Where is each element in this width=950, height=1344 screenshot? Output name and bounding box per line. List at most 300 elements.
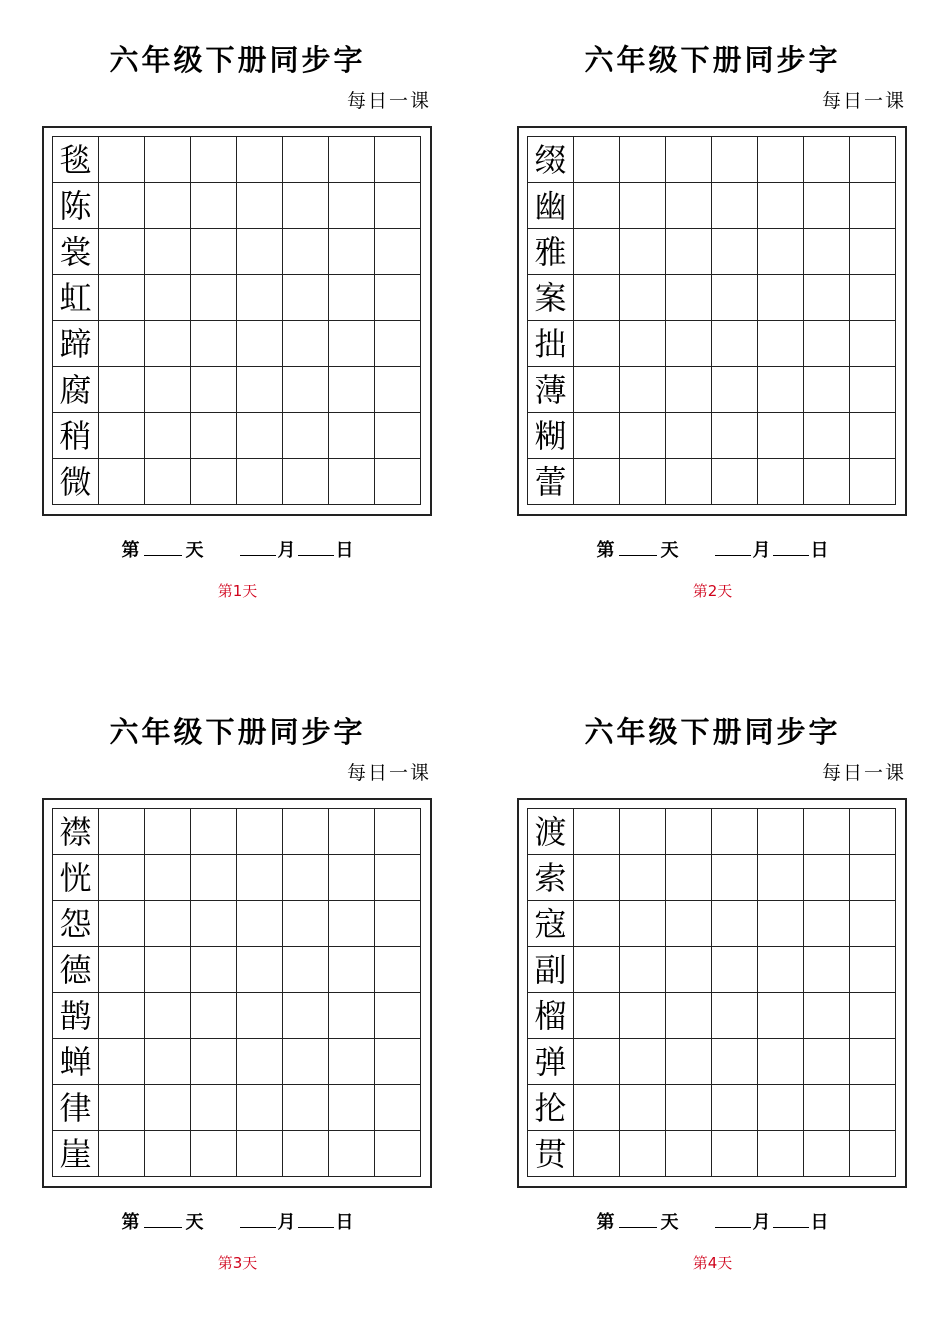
date-line: [0, 536, 475, 562]
practice-cell[interactable]: [145, 137, 191, 183]
model-character: 裳: [53, 229, 99, 275]
practice-cell[interactable]: [574, 275, 620, 321]
practice-cell[interactable]: [712, 1085, 758, 1131]
practice-cell[interactable]: [666, 183, 712, 229]
practice-cell[interactable]: [99, 183, 145, 229]
practice-cell[interactable]: [850, 809, 896, 855]
date-line: [0, 1208, 475, 1234]
practice-cell[interactable]: [758, 413, 804, 459]
practice-cell[interactable]: [329, 1131, 375, 1177]
date-ri-label: 日: [335, 540, 354, 561]
day-label: 第3天: [217, 1254, 258, 1272]
practice-panel-3: [0, 672, 475, 1344]
practice-cell[interactable]: [99, 1131, 145, 1177]
practice-cell[interactable]: [620, 367, 666, 413]
practice-cell[interactable]: [145, 459, 191, 505]
date-yue-label: 月: [277, 1212, 296, 1233]
practice-cell[interactable]: [850, 367, 896, 413]
practice-cell[interactable]: [620, 901, 666, 947]
date-di-label: 第: [596, 1212, 615, 1233]
practice-cell[interactable]: [620, 993, 666, 1039]
practice-cell[interactable]: [574, 367, 620, 413]
practice-cell[interactable]: [758, 275, 804, 321]
practice-cell[interactable]: [758, 321, 804, 367]
practice-cell[interactable]: [666, 413, 712, 459]
practice-cell[interactable]: [145, 229, 191, 275]
day-label: 第1天: [217, 582, 258, 600]
model-character: 襟: [53, 809, 99, 855]
day-blank[interactable]: [298, 1211, 334, 1228]
practice-cell[interactable]: [804, 1085, 850, 1131]
model-character: 贯: [528, 1131, 574, 1177]
practice-cell[interactable]: [758, 137, 804, 183]
practice-cell[interactable]: [99, 367, 145, 413]
practice-cell[interactable]: [145, 275, 191, 321]
model-character: 鹊: [53, 993, 99, 1039]
date-tian-label: 天: [660, 540, 679, 561]
practice-cell[interactable]: [99, 137, 145, 183]
day-number-blank[interactable]: [144, 1211, 182, 1228]
day-label: 第2天: [692, 582, 733, 600]
practice-cell[interactable]: [758, 947, 804, 993]
practice-cell[interactable]: [666, 993, 712, 1039]
model-character: 榴: [528, 993, 574, 1039]
practice-cell[interactable]: [375, 367, 421, 413]
practice-cell[interactable]: [758, 901, 804, 947]
practice-cell[interactable]: [666, 901, 712, 947]
practice-grid: [527, 808, 896, 1177]
practice-cell[interactable]: [712, 413, 758, 459]
practice-cell[interactable]: [145, 855, 191, 901]
date-tian-label: 天: [660, 1212, 679, 1233]
practice-cell[interactable]: [191, 183, 237, 229]
practice-cell[interactable]: [145, 1131, 191, 1177]
practice-cell[interactable]: [99, 1085, 145, 1131]
date-line: [475, 1208, 950, 1234]
practice-cell[interactable]: [574, 137, 620, 183]
practice-cell[interactable]: [329, 229, 375, 275]
practice-cell[interactable]: [283, 321, 329, 367]
day-number-blank[interactable]: [144, 539, 182, 556]
worksheet-subtitle: 每日一课: [346, 90, 431, 112]
practice-cell[interactable]: [804, 901, 850, 947]
practice-cell[interactable]: [145, 413, 191, 459]
model-character: 德: [53, 947, 99, 993]
model-character: 案: [528, 275, 574, 321]
practice-cell[interactable]: [375, 993, 421, 1039]
practice-cell[interactable]: [237, 809, 283, 855]
practice-cell[interactable]: [99, 229, 145, 275]
practice-cell[interactable]: [758, 809, 804, 855]
practice-cell[interactable]: [237, 459, 283, 505]
practice-cell[interactable]: [237, 183, 283, 229]
practice-cell[interactable]: [758, 1085, 804, 1131]
practice-grid-frame: [517, 126, 907, 516]
practice-cell[interactable]: [620, 137, 666, 183]
date-ri-label: 日: [810, 540, 829, 561]
practice-cell[interactable]: [850, 459, 896, 505]
practice-cell[interactable]: [283, 137, 329, 183]
model-character: 微: [53, 459, 99, 505]
practice-cell[interactable]: [375, 275, 421, 321]
practice-cell[interactable]: [758, 855, 804, 901]
practice-cell[interactable]: [191, 275, 237, 321]
practice-cell[interactable]: [191, 413, 237, 459]
practice-cell[interactable]: [850, 1131, 896, 1177]
day-blank[interactable]: [773, 1211, 809, 1228]
practice-cell[interactable]: [329, 1085, 375, 1131]
practice-cell[interactable]: [620, 809, 666, 855]
practice-cell[interactable]: [191, 947, 237, 993]
date-di-label: 第: [121, 540, 140, 561]
practice-cell[interactable]: [712, 993, 758, 1039]
practice-cell[interactable]: [99, 413, 145, 459]
practice-cell[interactable]: [804, 459, 850, 505]
practice-cell[interactable]: [283, 809, 329, 855]
practice-cell[interactable]: [758, 183, 804, 229]
practice-cell[interactable]: [574, 413, 620, 459]
model-character: 拙: [528, 321, 574, 367]
practice-cell[interactable]: [850, 1039, 896, 1085]
date-tian-label: 天: [185, 1212, 204, 1233]
practice-cell[interactable]: [237, 367, 283, 413]
practice-cell[interactable]: [850, 1085, 896, 1131]
practice-cell[interactable]: [191, 993, 237, 1039]
practice-cell[interactable]: [237, 229, 283, 275]
practice-cell[interactable]: [283, 1039, 329, 1085]
practice-cell[interactable]: [758, 367, 804, 413]
model-character: 稍: [53, 413, 99, 459]
practice-cell[interactable]: [329, 413, 375, 459]
practice-cell[interactable]: [666, 137, 712, 183]
practice-cell[interactable]: [804, 275, 850, 321]
practice-cell[interactable]: [237, 855, 283, 901]
practice-cell[interactable]: [329, 275, 375, 321]
model-character: 蕾: [528, 459, 574, 505]
practice-cell[interactable]: [237, 993, 283, 1039]
practice-cell[interactable]: [666, 1039, 712, 1085]
day-blank[interactable]: [773, 539, 809, 556]
practice-cell[interactable]: [375, 137, 421, 183]
model-character: 抡: [528, 1085, 574, 1131]
practice-cell[interactable]: [712, 809, 758, 855]
practice-cell[interactable]: [712, 947, 758, 993]
practice-cell[interactable]: [283, 901, 329, 947]
practice-cell[interactable]: [237, 137, 283, 183]
practice-cell[interactable]: [758, 1131, 804, 1177]
model-character: 寇: [528, 901, 574, 947]
practice-cell[interactable]: [237, 1085, 283, 1131]
practice-cell[interactable]: [237, 1131, 283, 1177]
practice-cell[interactable]: [850, 229, 896, 275]
practice-cell[interactable]: [666, 275, 712, 321]
practice-cell[interactable]: [283, 459, 329, 505]
practice-cell[interactable]: [666, 947, 712, 993]
practice-cell[interactable]: [850, 855, 896, 901]
practice-cell[interactable]: [712, 137, 758, 183]
practice-cell[interactable]: [375, 321, 421, 367]
practice-cell[interactable]: [329, 855, 375, 901]
practice-cell[interactable]: [375, 459, 421, 505]
model-character: 幽: [528, 183, 574, 229]
practice-cell[interactable]: [574, 809, 620, 855]
practice-cell[interactable]: [850, 183, 896, 229]
practice-cell[interactable]: [375, 901, 421, 947]
practice-grid: [52, 808, 421, 1177]
practice-cell[interactable]: [375, 947, 421, 993]
practice-cell[interactable]: [804, 993, 850, 1039]
practice-cell[interactable]: [620, 413, 666, 459]
practice-cell[interactable]: [804, 413, 850, 459]
practice-cell[interactable]: [850, 901, 896, 947]
practice-cell[interactable]: [574, 1131, 620, 1177]
practice-cell[interactable]: [145, 809, 191, 855]
practice-cell[interactable]: [804, 137, 850, 183]
worksheet-subtitle: 每日一课: [821, 90, 906, 112]
practice-cell[interactable]: [666, 367, 712, 413]
practice-cell[interactable]: [804, 1039, 850, 1085]
practice-cell[interactable]: [191, 137, 237, 183]
practice-cell[interactable]: [574, 901, 620, 947]
date-di-label: 第: [596, 540, 615, 561]
practice-cell[interactable]: [375, 809, 421, 855]
date-tian-label: 天: [185, 540, 204, 561]
date-ri-label: 日: [810, 1212, 829, 1233]
practice-grid: [527, 136, 896, 505]
practice-cell[interactable]: [329, 137, 375, 183]
practice-cell[interactable]: [99, 809, 145, 855]
practice-cell[interactable]: [283, 413, 329, 459]
practice-cell[interactable]: [375, 229, 421, 275]
model-character: 糊: [528, 413, 574, 459]
practice-cell[interactable]: [283, 993, 329, 1039]
model-character: 虹: [53, 275, 99, 321]
model-character: 蹄: [53, 321, 99, 367]
practice-panel-1: [0, 0, 475, 672]
practice-cell[interactable]: [99, 321, 145, 367]
practice-cell[interactable]: [712, 1131, 758, 1177]
practice-cell[interactable]: [620, 1085, 666, 1131]
practice-cell[interactable]: [620, 229, 666, 275]
practice-cell[interactable]: [283, 229, 329, 275]
date-yue-label: 月: [752, 1212, 771, 1233]
practice-cell[interactable]: [850, 137, 896, 183]
practice-cell[interactable]: [850, 413, 896, 459]
practice-cell[interactable]: [375, 413, 421, 459]
practice-cell[interactable]: [620, 1039, 666, 1085]
practice-cell[interactable]: [283, 1131, 329, 1177]
practice-cell[interactable]: [191, 367, 237, 413]
practice-cell[interactable]: [666, 809, 712, 855]
practice-cell[interactable]: [666, 1131, 712, 1177]
practice-cell[interactable]: [145, 901, 191, 947]
practice-cell[interactable]: [329, 459, 375, 505]
practice-cell[interactable]: [712, 901, 758, 947]
practice-cell[interactable]: [329, 809, 375, 855]
practice-cell[interactable]: [191, 901, 237, 947]
model-character: 律: [53, 1085, 99, 1131]
practice-cell[interactable]: [850, 275, 896, 321]
practice-grid-frame: [517, 798, 907, 1188]
practice-cell[interactable]: [237, 947, 283, 993]
practice-cell[interactable]: [850, 947, 896, 993]
practice-cell[interactable]: [712, 459, 758, 505]
practice-cell[interactable]: [329, 901, 375, 947]
practice-cell[interactable]: [191, 1131, 237, 1177]
model-character: 毯: [53, 137, 99, 183]
practice-cell[interactable]: [329, 183, 375, 229]
practice-cell[interactable]: [145, 1039, 191, 1085]
practice-cell[interactable]: [620, 855, 666, 901]
practice-cell[interactable]: [666, 1085, 712, 1131]
practice-cell[interactable]: [712, 275, 758, 321]
practice-cell[interactable]: [712, 1039, 758, 1085]
practice-cell[interactable]: [145, 321, 191, 367]
practice-cell[interactable]: [237, 413, 283, 459]
practice-cell[interactable]: [191, 321, 237, 367]
practice-cell[interactable]: [99, 855, 145, 901]
practice-cell[interactable]: [99, 1039, 145, 1085]
month-blank[interactable]: [240, 1211, 276, 1228]
worksheet-title: 六年级下册同步字: [109, 43, 366, 77]
practice-cell[interactable]: [804, 229, 850, 275]
practice-panel-4: [475, 672, 950, 1344]
worksheet-title: 六年级下册同步字: [584, 43, 841, 77]
practice-grid: [52, 136, 421, 505]
practice-cell[interactable]: [712, 321, 758, 367]
practice-cell[interactable]: [712, 367, 758, 413]
practice-cell[interactable]: [145, 947, 191, 993]
practice-cell[interactable]: [191, 1039, 237, 1085]
practice-cell[interactable]: [620, 1131, 666, 1177]
practice-cell[interactable]: [375, 1039, 421, 1085]
model-character: 弹: [528, 1039, 574, 1085]
practice-cell[interactable]: [574, 321, 620, 367]
practice-cell[interactable]: [99, 947, 145, 993]
practice-cell[interactable]: [283, 855, 329, 901]
practice-cell[interactable]: [666, 459, 712, 505]
model-character: 索: [528, 855, 574, 901]
model-character: 恍: [53, 855, 99, 901]
practice-cell[interactable]: [620, 183, 666, 229]
practice-cell[interactable]: [375, 183, 421, 229]
practice-cell[interactable]: [329, 321, 375, 367]
practice-cell[interactable]: [574, 947, 620, 993]
practice-cell[interactable]: [620, 947, 666, 993]
practice-cell[interactable]: [804, 1131, 850, 1177]
practice-cell[interactable]: [712, 855, 758, 901]
day-number-blank[interactable]: [619, 1211, 657, 1228]
practice-cell[interactable]: [804, 855, 850, 901]
practice-cell[interactable]: [237, 1039, 283, 1085]
practice-cell[interactable]: [758, 229, 804, 275]
practice-cell[interactable]: [145, 993, 191, 1039]
practice-cell[interactable]: [574, 459, 620, 505]
practice-cell[interactable]: [99, 993, 145, 1039]
practice-cell[interactable]: [283, 275, 329, 321]
practice-cell[interactable]: [574, 183, 620, 229]
month-blank[interactable]: [715, 539, 751, 556]
practice-cell[interactable]: [375, 1085, 421, 1131]
practice-cell[interactable]: [620, 321, 666, 367]
practice-cell[interactable]: [191, 809, 237, 855]
model-character: 腐: [53, 367, 99, 413]
practice-cell[interactable]: [758, 459, 804, 505]
day-blank[interactable]: [298, 539, 334, 556]
practice-cell[interactable]: [329, 947, 375, 993]
model-character: 薄: [528, 367, 574, 413]
practice-cell[interactable]: [758, 1039, 804, 1085]
practice-cell[interactable]: [191, 229, 237, 275]
practice-cell[interactable]: [574, 229, 620, 275]
practice-cell[interactable]: [758, 993, 804, 1039]
worksheet-title: 六年级下册同步字: [109, 715, 366, 749]
month-blank[interactable]: [715, 1211, 751, 1228]
model-character: 蝉: [53, 1039, 99, 1085]
practice-cell[interactable]: [375, 1131, 421, 1177]
practice-cell[interactable]: [99, 459, 145, 505]
practice-cell[interactable]: [329, 367, 375, 413]
practice-cell[interactable]: [145, 183, 191, 229]
practice-cell[interactable]: [574, 1085, 620, 1131]
practice-cell[interactable]: [666, 321, 712, 367]
practice-cell[interactable]: [666, 229, 712, 275]
practice-cell[interactable]: [804, 947, 850, 993]
practice-cell[interactable]: [804, 321, 850, 367]
practice-cell[interactable]: [620, 459, 666, 505]
practice-cell[interactable]: [375, 855, 421, 901]
model-character: 怨: [53, 901, 99, 947]
practice-cell[interactable]: [620, 275, 666, 321]
practice-cell[interactable]: [329, 1039, 375, 1085]
practice-cell[interactable]: [283, 183, 329, 229]
practice-grid-frame: [42, 126, 432, 516]
practice-cell[interactable]: [850, 993, 896, 1039]
practice-cell[interactable]: [237, 275, 283, 321]
practice-cell[interactable]: [574, 1039, 620, 1085]
practice-grid-frame: [42, 798, 432, 1188]
worksheet-subtitle: 每日一课: [346, 762, 431, 784]
practice-cell[interactable]: [237, 901, 283, 947]
practice-cell[interactable]: [283, 947, 329, 993]
practice-cell[interactable]: [191, 855, 237, 901]
day-number-blank[interactable]: [619, 539, 657, 556]
practice-cell[interactable]: [191, 1085, 237, 1131]
practice-cell[interactable]: [574, 855, 620, 901]
model-character: 副: [528, 947, 574, 993]
practice-cell[interactable]: [99, 275, 145, 321]
month-blank[interactable]: [240, 539, 276, 556]
practice-cell[interactable]: [237, 321, 283, 367]
practice-cell[interactable]: [804, 367, 850, 413]
model-character: 崖: [53, 1131, 99, 1177]
practice-cell[interactable]: [329, 993, 375, 1039]
practice-cell[interactable]: [145, 1085, 191, 1131]
worksheet-title: 六年级下册同步字: [584, 715, 841, 749]
practice-cell[interactable]: [574, 993, 620, 1039]
practice-cell[interactable]: [804, 809, 850, 855]
practice-cell[interactable]: [99, 901, 145, 947]
practice-cell[interactable]: [191, 459, 237, 505]
practice-cell[interactable]: [850, 321, 896, 367]
practice-cell[interactable]: [712, 229, 758, 275]
practice-cell[interactable]: [712, 183, 758, 229]
practice-cell[interactable]: [804, 183, 850, 229]
practice-cell[interactable]: [666, 855, 712, 901]
practice-cell[interactable]: [145, 367, 191, 413]
practice-cell[interactable]: [283, 1085, 329, 1131]
practice-cell[interactable]: [283, 367, 329, 413]
